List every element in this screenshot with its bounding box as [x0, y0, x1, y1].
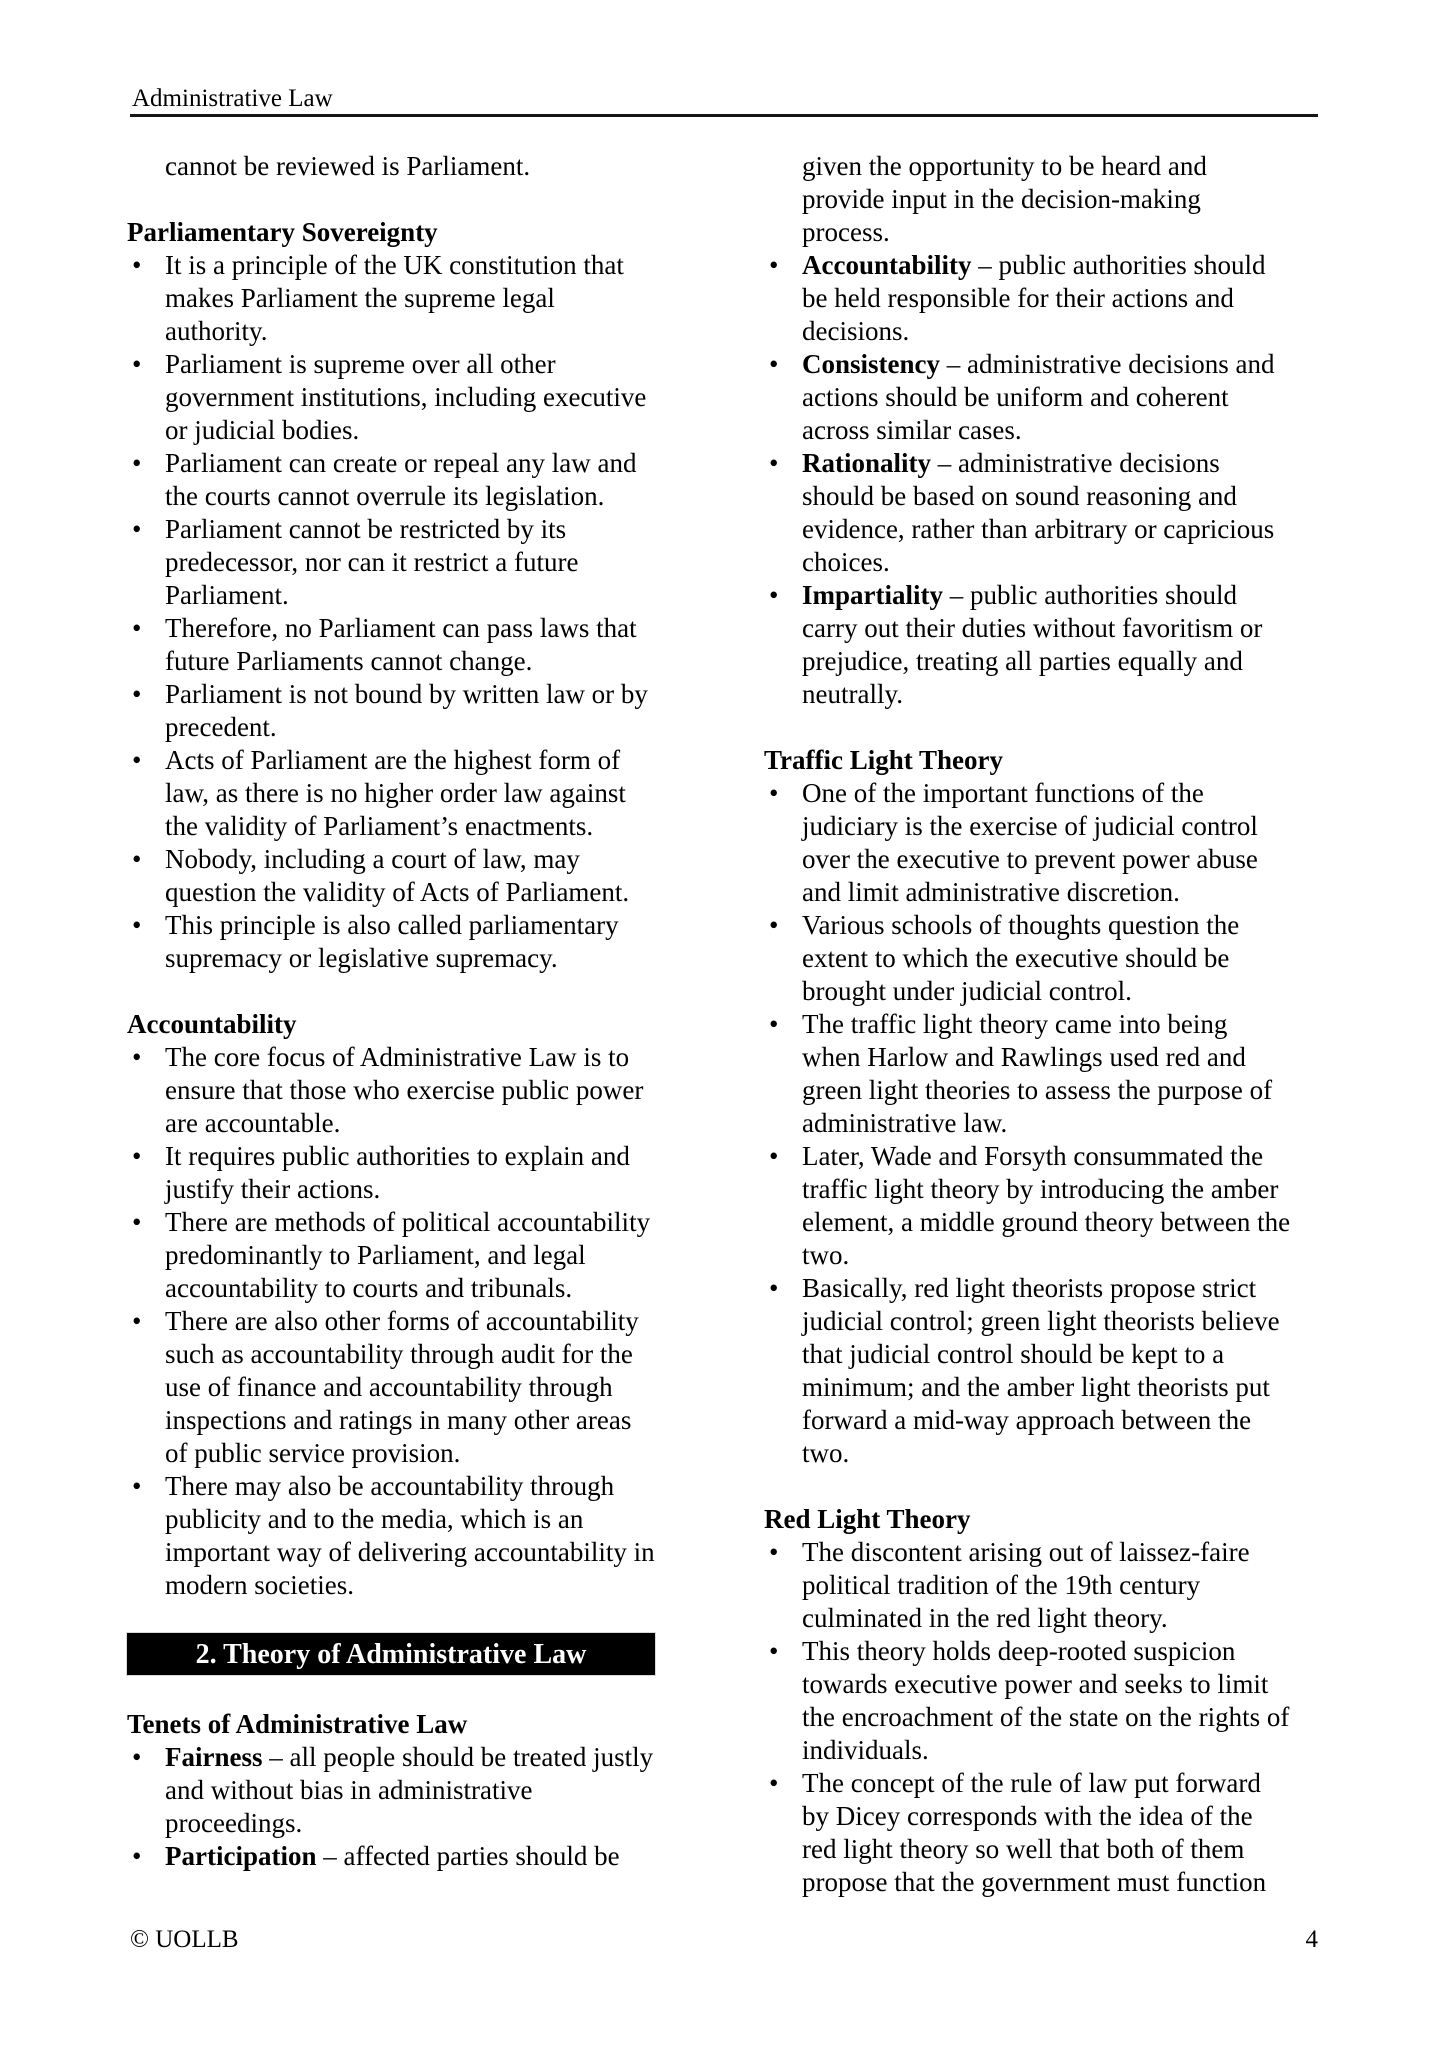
bullet-marker: •: [132, 1207, 142, 1237]
bullet-text: Parliament cannot be restricted by its predecessor, nor can it restrict a future Parliament.: [165, 514, 579, 610]
bullet-list: [127, 249, 655, 975]
bullet-item: [127, 1741, 655, 1840]
bullet-marker: •: [132, 514, 142, 544]
bullet-item: [127, 513, 655, 612]
bullet-marker: •: [769, 1768, 779, 1798]
bullet-marker: •: [132, 1306, 142, 1336]
bullet-text: This principle is also called parliamentary supremacy or legislative supremacy.: [165, 910, 619, 973]
bullet-text: Later, Wade and Forsyth consummated the traffic light theory by introducing the amber element, a middle ground theory between the two.: [802, 1141, 1291, 1270]
bullet-text: – public authorities should carry out their duties without favoritism or prejudice, treating all parties equally and neutrally.: [802, 580, 1263, 709]
bullet-marker: •: [132, 844, 142, 874]
bullet-text: – public authorities should be held responsible for their actions and decisions.: [802, 250, 1266, 346]
bullet-item: [764, 579, 1292, 711]
header-rule: [130, 114, 1318, 117]
bullet-text: There may also be accountability through publicity and to the media, which is an important way of delivering accountability in modern societies.: [165, 1471, 655, 1600]
continuation-paragraph: given the opportunity to be heard and provide input in the decision-making process.: [802, 151, 1207, 247]
bullet-item: [127, 744, 655, 843]
bullet-item: [764, 1635, 1292, 1767]
bullet-marker: •: [132, 745, 142, 775]
bullet-term: Fairness: [165, 1742, 263, 1772]
bullet-item: [764, 1008, 1292, 1140]
bullet-item: [127, 1206, 655, 1305]
page-header-title: Administrative Law: [132, 85, 333, 112]
column-left: [127, 150, 655, 1873]
bullet-item: [127, 1305, 655, 1470]
footer-page-number: 4: [1305, 1926, 1318, 1953]
bullet-item: [127, 249, 655, 348]
bullet-marker: •: [769, 1537, 779, 1567]
bullet-text: Nobody, including a court of law, may question the validity of Acts of Parliament.: [165, 844, 630, 907]
bullet-item: [764, 1140, 1292, 1272]
bullet-text: The discontent arising out of laissez-faire political tradition of the 19th century culminated in the red light theory.: [802, 1537, 1250, 1633]
bullet-text: The traffic light theory came into being when Harlow and Rawlings used red and green light theories to assess the purpose of administrative law.: [802, 1009, 1273, 1138]
bullet-item: [127, 348, 655, 447]
bullet-marker: •: [132, 349, 142, 379]
bullet-marker: •: [769, 1273, 779, 1303]
bullet-list: [764, 777, 1292, 1470]
footer-copyright: © UOLLB: [130, 1926, 239, 1953]
bullet-marker: •: [769, 1141, 779, 1171]
bullet-marker: •: [769, 1009, 779, 1039]
bullet-marker: •: [132, 448, 142, 478]
bullet-term: Accountability: [802, 250, 972, 280]
bullet-item: [127, 612, 655, 678]
bullet-item: [764, 348, 1292, 447]
bullet-text: The concept of the rule of law put forward by Dicey corresponds with the idea of the red light theory so well that both of them propose that the government must function: [802, 1768, 1267, 1897]
bullet-marker: •: [132, 1742, 142, 1772]
bullet-marker: •: [132, 1141, 142, 1171]
bullet-text: – all people should be treated justly and without bias in administrative proceedings.: [165, 1742, 654, 1838]
bullet-marker: •: [769, 778, 779, 808]
bullet-item: [764, 909, 1292, 1008]
section-heading: Accountability: [127, 1009, 297, 1039]
bullet-text: – administrative decisions and actions should be uniform and coherent across similar cases.: [802, 349, 1275, 445]
bullet-marker: •: [769, 448, 779, 478]
bullet-text: – administrative decisions should be based on sound reasoning and evidence, rather than arbitrary or capricious choices.: [802, 448, 1275, 577]
bullet-text: This theory holds deep-rooted suspicion towards executive power and seeks to limit the encroachment of the state on the rights of individuals.: [802, 1636, 1290, 1765]
bullet-text: Parliament is supreme over all other government institutions, including executive or judicial bodies.: [165, 349, 647, 445]
bullet-marker: •: [132, 1471, 142, 1501]
continuation-paragraph: cannot be reviewed is Parliament.: [165, 151, 531, 181]
bullet-list: [127, 1041, 655, 1602]
bullet-text: Acts of Parliament are the highest form of law, as there is no higher order law against the validity of Parliament’s enactments.: [165, 745, 626, 841]
bullet-item: [764, 1767, 1292, 1899]
bullet-text: There are also other forms of accountability such as accountability through audit for the use of finance and accountability through inspections and ratings in many other areas of public service provision.: [165, 1306, 639, 1468]
bullet-text: – affected parties should be: [316, 1841, 620, 1871]
bullet-item: [764, 447, 1292, 579]
bullet-marker: •: [132, 250, 142, 280]
bullet-text: It is a principle of the UK constitution that makes Parliament the supreme legal authority.: [165, 250, 624, 346]
section-heading: Traffic Light Theory: [764, 745, 1003, 775]
section-heading: Parliamentary Sovereignty: [127, 217, 438, 247]
bullet-item: [764, 1536, 1292, 1635]
bullet-item: [764, 249, 1292, 348]
bullet-marker: •: [769, 580, 779, 610]
bullet-marker: •: [132, 910, 142, 940]
bullet-text: It requires public authorities to explain and justify their actions.: [165, 1141, 630, 1204]
bullet-marker: •: [769, 349, 779, 379]
bullet-item: [127, 678, 655, 744]
bullet-marker: •: [769, 910, 779, 940]
bullet-marker: •: [769, 1636, 779, 1666]
bullet-text: Parliament is not bound by written law or by precedent.: [165, 679, 648, 742]
bullet-item: [127, 447, 655, 513]
bullet-list: [764, 249, 1292, 711]
bullet-text: Basically, red light theorists propose strict judicial control; green light theorists believe that judicial control should be kept to a minimum; and the amber light theorists put forward a mid-way approach between the two.: [802, 1273, 1280, 1468]
bullet-term: Participation: [165, 1841, 317, 1871]
section-heading: Tenets of Administrative Law: [127, 1709, 468, 1739]
bullet-item: [764, 777, 1292, 909]
bullet-marker: •: [769, 250, 779, 280]
bullet-term: Consistency: [802, 349, 941, 379]
bullet-text: Parliament can create or repeal any law and the courts cannot overrule its legislation.: [165, 448, 637, 511]
bullet-item: [127, 1840, 655, 1873]
bullet-item: [127, 1470, 655, 1602]
bullet-text: There are methods of political accountability predominantly to Parliament, and legal accountability to courts and tribunals.: [165, 1207, 651, 1303]
bullet-text: One of the important functions of the judiciary is the exercise of judicial control over the executive to prevent power abuse and limit administrative discretion.: [802, 778, 1258, 907]
bullet-item: [127, 1041, 655, 1140]
section-banner: 2. Theory of Administrative Law: [127, 1633, 655, 1675]
bullet-marker: •: [132, 613, 142, 643]
bullet-marker: •: [132, 1841, 142, 1871]
bullet-list: [127, 1741, 655, 1873]
bullet-text: Therefore, no Parliament can pass laws that future Parliaments cannot change.: [165, 613, 637, 676]
bullet-item: [127, 843, 655, 909]
bullet-term: Rationality: [802, 448, 932, 478]
bullet-marker: •: [132, 679, 142, 709]
bullet-item: [764, 1272, 1292, 1470]
column-right: [764, 150, 1292, 1899]
bullet-marker: •: [132, 1042, 142, 1072]
bullet-list: [764, 1536, 1292, 1899]
section-heading: Red Light Theory: [764, 1504, 971, 1534]
bullet-item: [127, 1140, 655, 1206]
bullet-term: Impartiality: [802, 580, 943, 610]
bullet-item: [127, 909, 655, 975]
bullet-text: The core focus of Administrative Law is to ensure that those who exercise public power are accountable.: [165, 1042, 644, 1138]
bullet-text: Various schools of thoughts question the extent to which the executive should be brought under judicial control.: [802, 910, 1240, 1006]
